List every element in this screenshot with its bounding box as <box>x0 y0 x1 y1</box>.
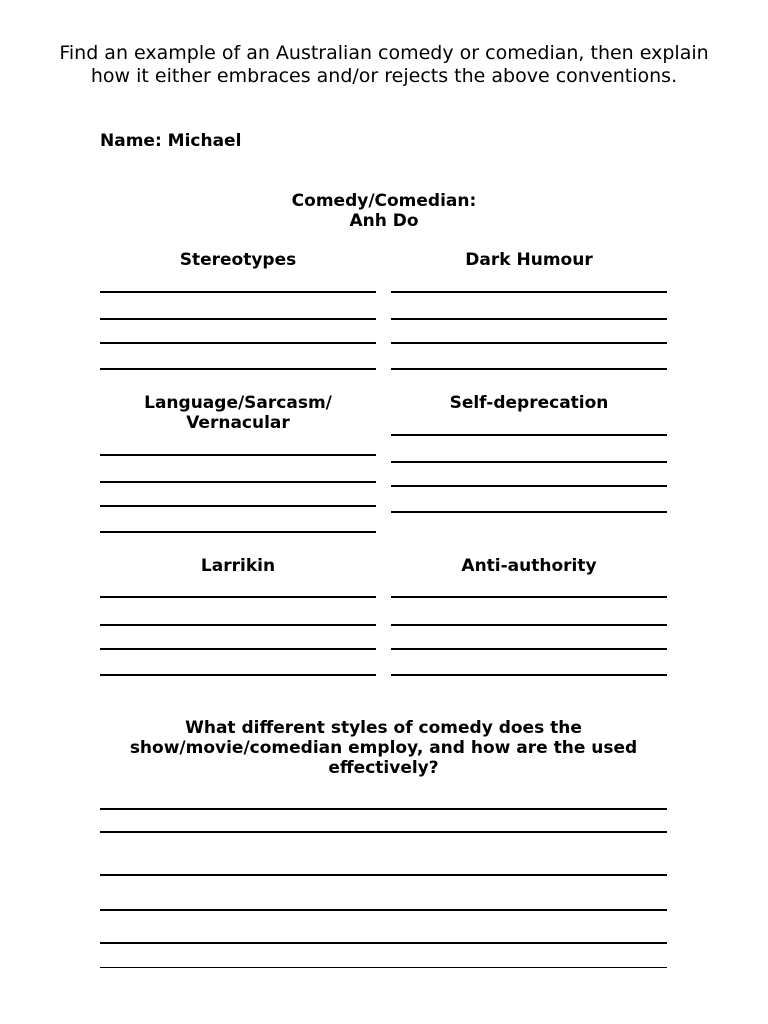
heading-larrikin: Larrikin <box>200 556 276 576</box>
answer-line-stereotypes-4[interactable] <box>100 368 376 370</box>
instructions-text: Find an example of an Australian comedy or comedian, then explain how it either embraces and/or rejects the above conventions. <box>59 42 709 87</box>
heading-language-line-2: Vernacular <box>186 413 290 433</box>
heading-self-deprecation: Self-deprecation <box>449 393 609 413</box>
answer-line-self-deprecation-1[interactable] <box>391 434 667 436</box>
answer-line-larrikin-2[interactable] <box>100 624 376 626</box>
answer-line-stereotypes-2[interactable] <box>100 318 376 320</box>
answer-line-language-2[interactable] <box>100 481 376 483</box>
answer-line-anti-authority-2[interactable] <box>391 624 667 626</box>
comedian-block <box>184 191 584 231</box>
comedian-label: Comedy/Comedian: <box>291 191 477 211</box>
answer-line-anti-authority-4[interactable] <box>391 674 667 676</box>
heading-language-sarcasm-vernacular <box>100 393 376 433</box>
answer-line-self-deprecation-3[interactable] <box>391 485 667 487</box>
answer-line-dark-humour-4[interactable] <box>391 368 667 370</box>
answer-line-language-3[interactable] <box>100 505 376 507</box>
answer-line-dark-humour-1[interactable] <box>391 291 667 293</box>
answer-line-larrikin-1[interactable] <box>100 596 376 598</box>
comedian-value: Anh Do <box>349 211 419 231</box>
answer-line-question-1[interactable] <box>100 808 667 810</box>
heading-anti-authority: Anti-authority <box>461 556 597 576</box>
answer-line-question-6[interactable] <box>100 967 667 968</box>
answer-line-self-deprecation-4[interactable] <box>391 511 667 513</box>
heading-stereotypes: Stereotypes <box>179 250 297 270</box>
answer-line-question-2[interactable] <box>100 831 667 833</box>
answer-line-dark-humour-3[interactable] <box>391 342 667 344</box>
answer-line-self-deprecation-2[interactable] <box>391 461 667 463</box>
heading-dark-humour: Dark Humour <box>465 250 593 270</box>
answer-line-dark-humour-2[interactable] <box>391 318 667 320</box>
answer-line-language-1[interactable] <box>100 454 376 456</box>
comedy-styles-question: What different styles of comedy does the show/movie/comedian employ, and how are the used effectively? <box>129 718 638 778</box>
answer-line-stereotypes-1[interactable] <box>100 291 376 293</box>
answer-line-anti-authority-1[interactable] <box>391 596 667 598</box>
answer-line-anti-authority-3[interactable] <box>391 648 667 650</box>
answer-line-question-5[interactable] <box>100 942 667 944</box>
student-name: Name: Michael <box>100 131 242 151</box>
answer-line-language-4[interactable] <box>100 531 376 533</box>
answer-line-question-4[interactable] <box>100 909 667 911</box>
answer-line-stereotypes-3[interactable] <box>100 342 376 344</box>
answer-line-larrikin-4[interactable] <box>100 674 376 676</box>
answer-line-question-3[interactable] <box>100 874 667 876</box>
heading-language-line-1: Language/Sarcasm/ <box>144 393 332 413</box>
answer-line-larrikin-3[interactable] <box>100 648 376 650</box>
